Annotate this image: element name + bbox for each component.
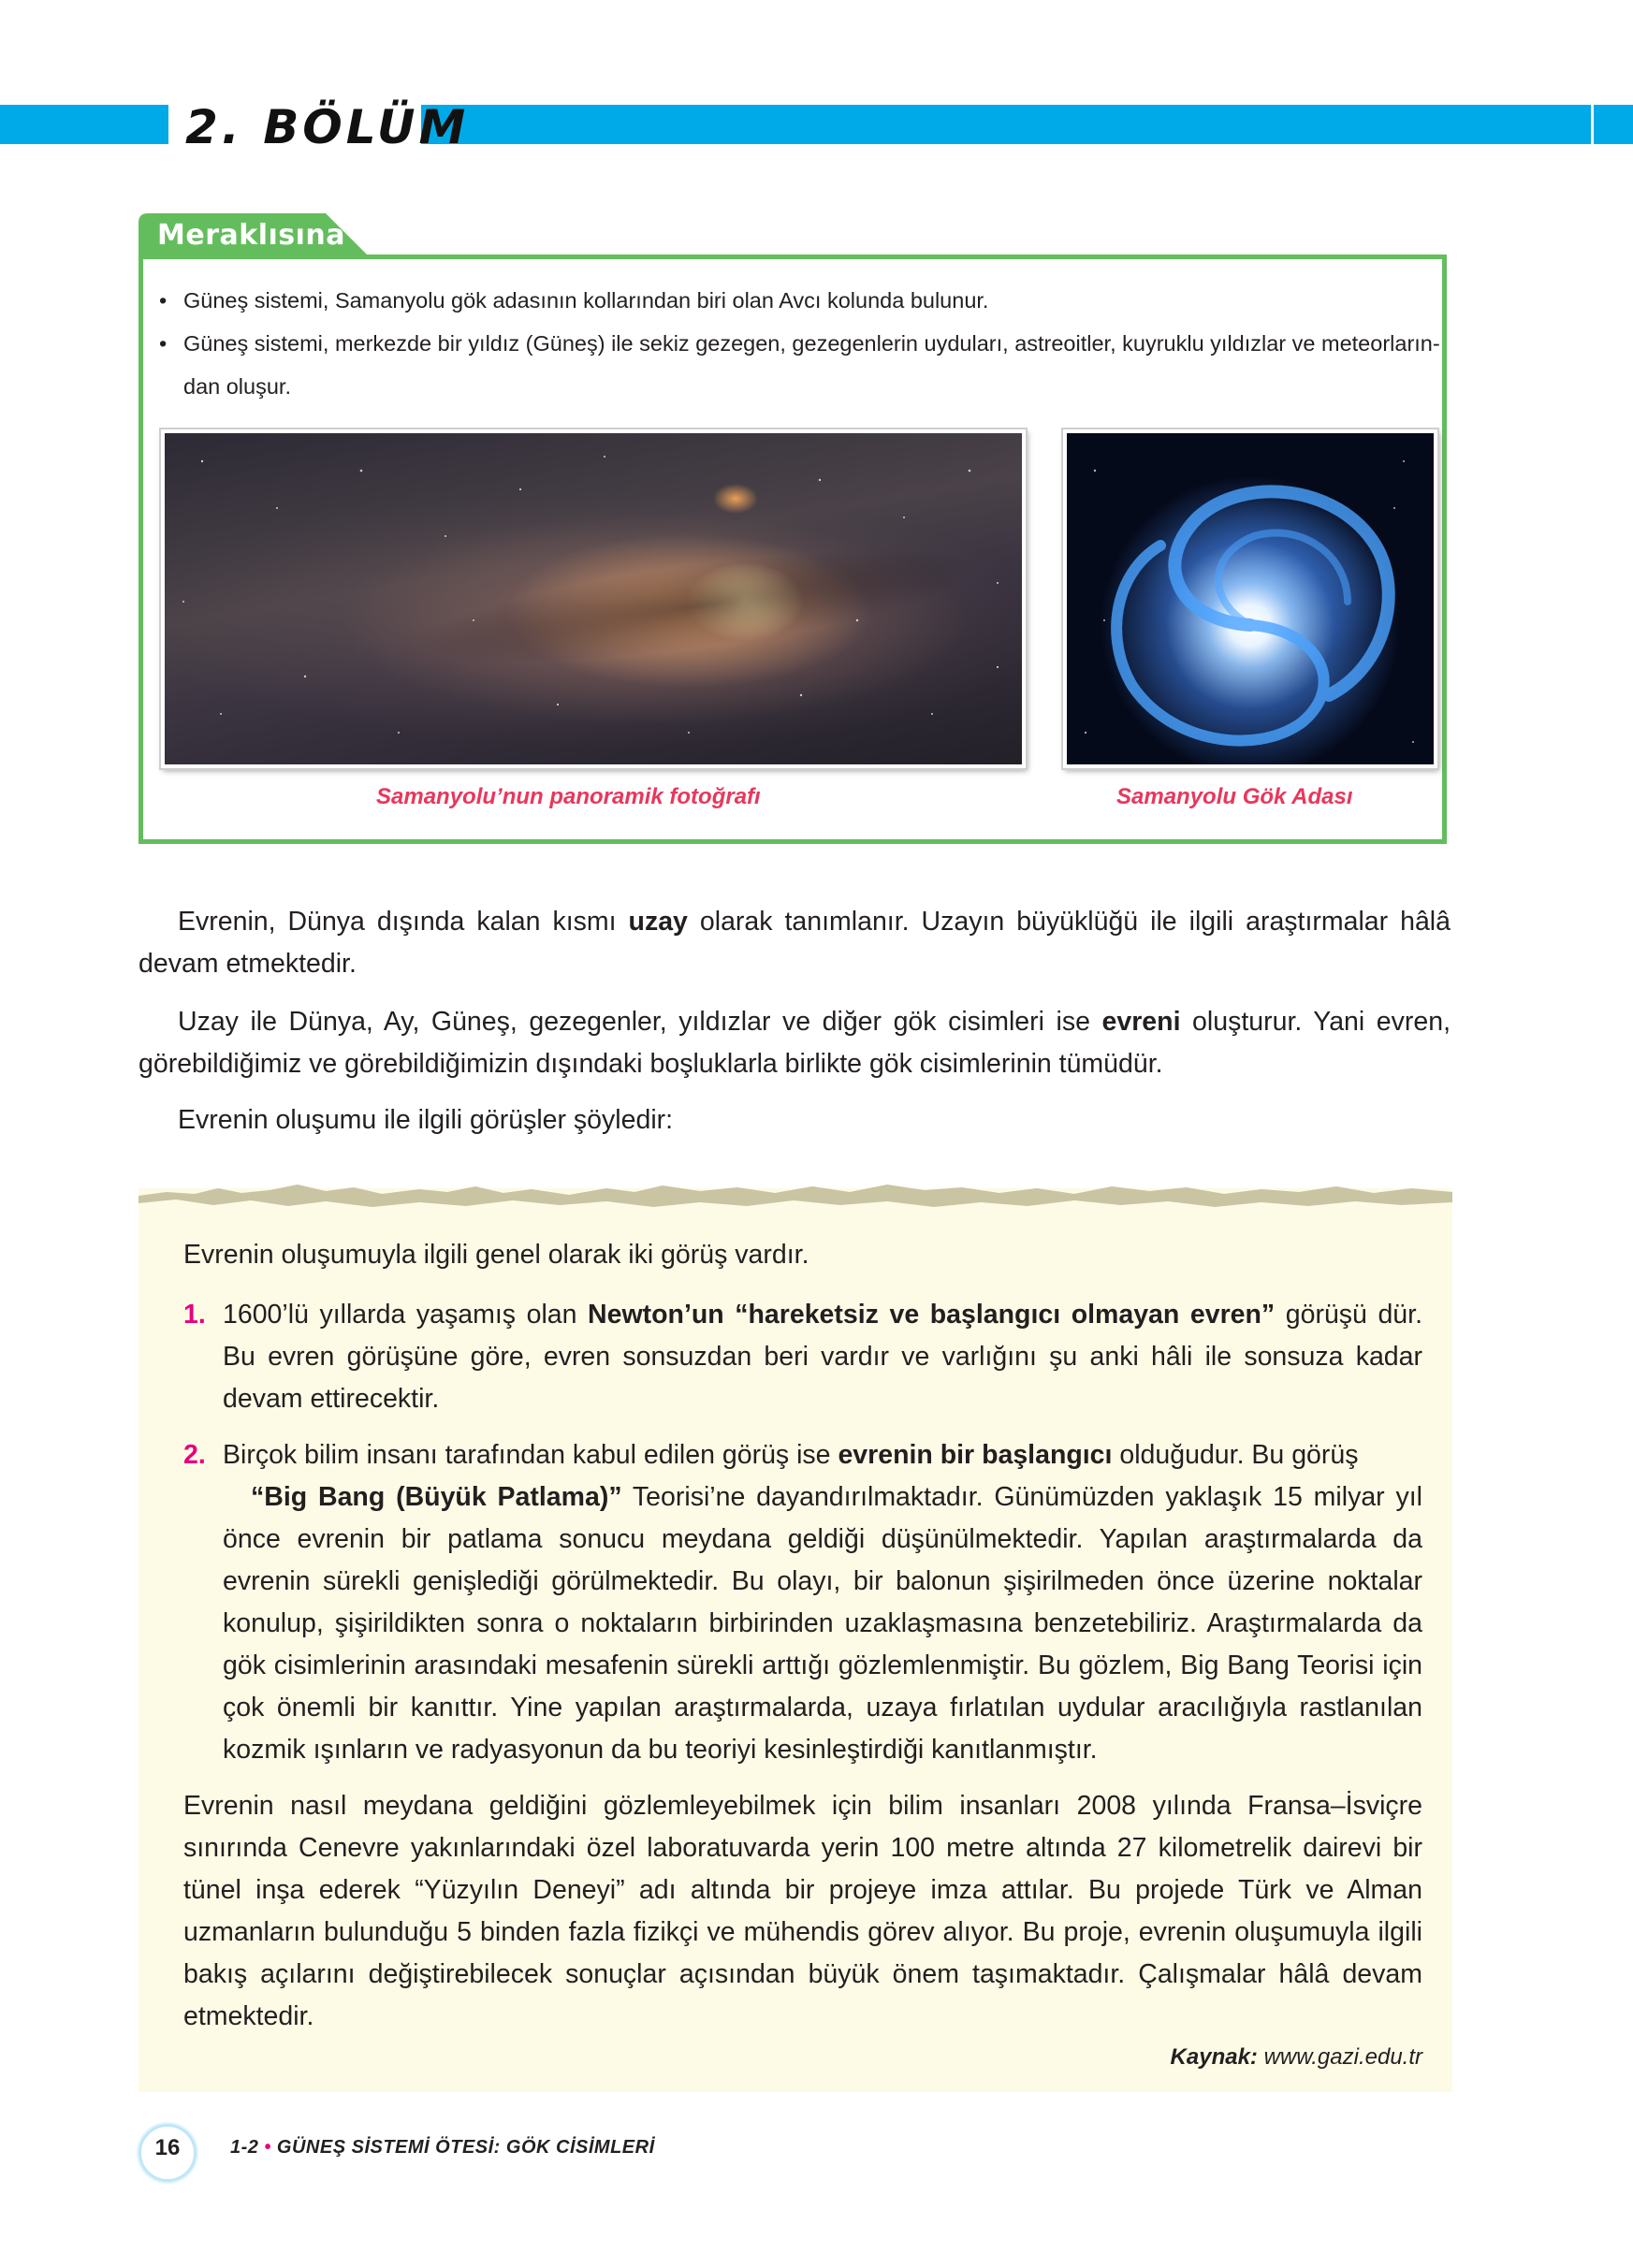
term-uzay: uzay bbox=[628, 907, 688, 937]
galaxy-caption: Samanyolu Gök Adası bbox=[1116, 784, 1353, 809]
galaxy-spiral-arms bbox=[1067, 433, 1434, 764]
torn-paper-edge bbox=[139, 1175, 1452, 1220]
paragraph-intro-views: Evrenin oluşumu ile ilgili görüşler şöyledir: bbox=[178, 1105, 674, 1135]
meraklisina-tab bbox=[139, 213, 371, 258]
milky-way-panorama-photo bbox=[161, 429, 1026, 768]
footer-bullet: • bbox=[264, 2137, 271, 2158]
paragraph-lhc-project: Evrenin nasıl meydana geldiğini gözlemleyebilmek için bilim insanları 2008 yılında Fransa–İsviçre sınırında Cenevre yakınlarındaki özel laboratuvarda yerin 100 metre altında 27 kilometrelik dairevi bir tünel inşa ederek “Yüzyılın Deneyi” adı altında bir projeye imza attılar. Bu projede Türk ve Alman uzmanların bulunduğu 5 binden fazla fizikçi ve mühendis görev alıyor. Bu proje, evrenin oluşumuyla ilgili bakış açılarını değiştirebilecek sonuçlar açısından büyük önem taşımaktadır. Çalışmalar hâlâ devam etmektedir. bbox=[183, 1791, 1422, 2031]
paragraph-uzay: Evrenin, Dünya dışında kalan kısmı uzay olarak tanımlanır. Uzayın büyüklüğü ile ilgili araştırmalar hâlâ devam etmektedir. bbox=[139, 907, 1451, 979]
list-number-2: 2. bbox=[183, 1440, 206, 1470]
footer-unit: 1-2 bbox=[230, 2137, 259, 2158]
paragraph-evren: Uzay ile Dünya, Ay, Güneş, gezegenler, yıldızlar ve diğer gök cisimleri ise evreni oluşturur. Yani evren, görebildiğimiz ve görebildiğimizin dışındaki boşluklarla birlikte gök cisimlerinin tümüdür. bbox=[139, 1007, 1451, 1079]
footer-running-title bbox=[230, 2137, 655, 2159]
term-big-bang: “Big Bang (Büyük Patlama)” bbox=[251, 1482, 622, 1512]
header-bar-left bbox=[0, 105, 168, 144]
footer-chapter: GÜNEŞ SİSTEMİ ÖTESİ: GÖK CİSİMLERİ bbox=[276, 2137, 655, 2158]
header-bar-right bbox=[421, 105, 1633, 144]
header-bar-divider bbox=[1591, 105, 1594, 144]
panorama-caption: Samanyolu’nun panoramik fotoğrafı bbox=[376, 784, 761, 809]
chapter-title: 2. BÖLÜM bbox=[185, 100, 470, 154]
term-newton-view: Newton’un “hareketsiz ve başlangıcı olmayan evren” bbox=[588, 1300, 1276, 1330]
view-newton: 1600’lü yıllarda yaşamış olan Newton’un “hareketsiz ve başlangıcı olmayan evren” görüşü dür. Bu evren görüşüne göre, evren sonsuzdan beri vardır ve varlığını şu anki hâli ile sonsuza kadar devam ettirecektir. bbox=[223, 1300, 1422, 1414]
term-evren: evreni bbox=[1101, 1007, 1181, 1037]
source-credit: Kaynak: www.gazi.edu.tr bbox=[1170, 2044, 1422, 2070]
meraklisina-bullets bbox=[159, 279, 1441, 408]
list-number-1: 1. bbox=[183, 1300, 206, 1330]
view-big-bang: Birçok bilim insanı tarafından kabul edilen görüş ise evrenin bir başlangıcı olduğudur. Bu görüş “Big Bang (Büyük Patlama)” Teorisi’ne dayandırılmaktadır. Günümüzden yaklaşık 15 milyar yıl önce evrenin bir patlama sonucu meydana geldiği düşünülmektedir. Yapılan araştırmalarda da evrenin sürekli genişlediği görülmektedir. Bu olayı, bir balonun şişirilmeden önce üzerine noktalar konulup, şişirildikten sonra o noktaların birbirinden uzaklaşmasına benzetebiliriz. Araştırmalarda da gök cisimlerinin arasındaki mesafenin sürekli arttığı gözlemlenmiştir. Bu gözlem, Big Bang Teorisi için çok önemli bir kanıttır. Yine yapılan araştırmalarda, uzaya fırlatılan uydular aracılığıyla rastlanılan kozmik ışınların ve radyasyonun da bu teoriyi kesinleştirdiği kanıtlanmıştır. bbox=[223, 1440, 1423, 1765]
bullet-item: • Güneş sistemi, Samanyolu gök adasının kollarından biri olan Avcı kolunda bulunur. bbox=[159, 279, 1441, 322]
milky-way-galaxy-photo bbox=[1063, 429, 1437, 768]
page-number: 16 bbox=[154, 2135, 181, 2160]
meraklisina-tab-label: Meraklısına bbox=[157, 219, 345, 252]
bullet-item: • Güneş sistemi, merkezde bir yıldız (Güneş) ile sekiz gezegen, gezegenlerin uyduları, astreoitler, kuyruklu yıldızlar ve meteorların-dan oluşur. bbox=[159, 322, 1441, 408]
term-evrenin-baslangici: evrenin bir başlangıcı bbox=[838, 1440, 1113, 1470]
source-url: www.gazi.edu.tr bbox=[1263, 2044, 1422, 2070]
paper-intro: Evrenin oluşumuyla ilgili genel olarak iki görüş vardır. bbox=[183, 1240, 809, 1270]
